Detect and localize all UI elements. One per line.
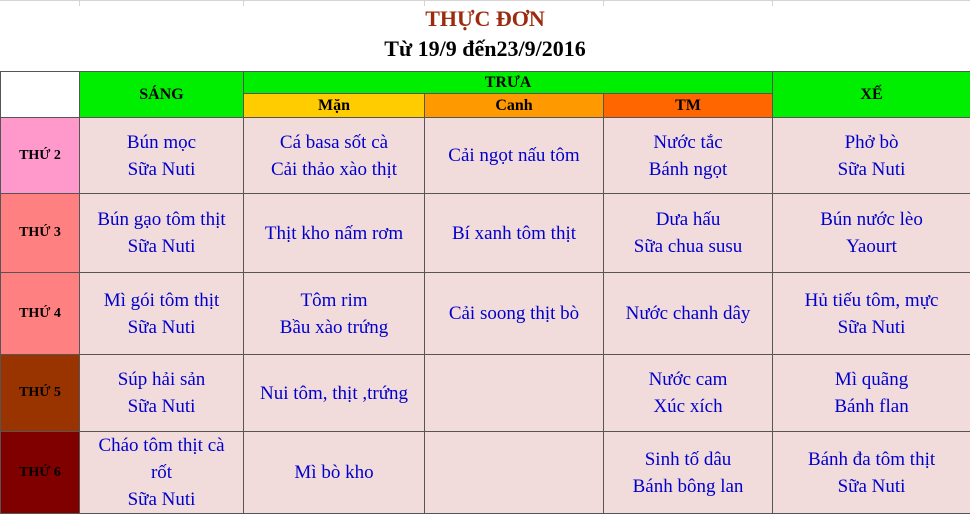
dish-text: Mì bò kho (244, 459, 424, 486)
top-gridline (0, 0, 970, 3)
menu-cell-canh[interactable] (425, 273, 604, 355)
menu-cell-sang[interactable] (80, 118, 244, 194)
dish-text: Bún gạo tôm thịt (80, 206, 243, 233)
dish-text: Tôm rim (244, 287, 424, 314)
dish-text: Mì quãng (773, 366, 970, 393)
menu-cell-canh[interactable] (425, 432, 604, 514)
menu-cell-tm[interactable] (604, 118, 773, 194)
dish-text: Bầu xào trứng (244, 314, 424, 341)
dish-text: Nui tôm, thịt ,trứng (244, 380, 424, 407)
menu-row (1, 118, 970, 194)
menu-cell-xe[interactable] (773, 118, 970, 194)
header-man[interactable]: Mặn (244, 94, 425, 118)
menu-cell-sang[interactable] (80, 273, 244, 355)
dish-text: Cá basa sốt cà (244, 129, 424, 156)
menu-cell-sang[interactable] (80, 355, 244, 432)
dish-text: Sữa Nuti (80, 156, 243, 183)
menu-cell-xe[interactable] (773, 432, 970, 514)
menu-cell-man[interactable] (244, 432, 425, 514)
menu-date-range: Từ 19/9 đến23/9/2016 (0, 36, 970, 62)
header-sang[interactable]: SÁNG (80, 72, 244, 118)
menu-cell-canh[interactable] (425, 194, 604, 273)
menu-cell-tm[interactable] (604, 194, 773, 273)
dish-text: Thịt kho nấm rơm (244, 220, 424, 247)
dish-text: Sữa Nuti (773, 473, 970, 500)
menu-cell-man[interactable] (244, 355, 425, 432)
dish-text: Dưa hấu (604, 206, 772, 233)
menu-cell-sang[interactable] (80, 432, 244, 514)
dish-text: Sữa Nuti (80, 314, 243, 341)
dish-text: Bánh ngọt (604, 156, 772, 183)
day-cell[interactable]: THỨ 3 (1, 194, 80, 273)
header-xe[interactable]: XẾ (773, 72, 970, 118)
dish-text: Súp hải sản (80, 366, 243, 393)
menu-cell-xe[interactable] (773, 194, 970, 273)
dish-text: Nước cam (604, 366, 772, 393)
dish-text: Nước chanh dây (604, 300, 772, 327)
dish-text: Bánh bông lan (604, 473, 772, 500)
dish-text: Sữa Nuti (80, 393, 243, 420)
dish-text: Bí xanh tôm thịt (425, 220, 603, 247)
header-corner-cell[interactable] (1, 72, 80, 118)
dish-text: Xúc xích (604, 393, 772, 420)
menu-table (0, 71, 970, 514)
dish-text: rốt (80, 459, 243, 486)
dish-text: Sữa chua susu (604, 233, 772, 260)
dish-text: Bún nước lèo (773, 206, 970, 233)
header-trua[interactable]: TRƯA (244, 72, 773, 94)
menu-cell-tm[interactable] (604, 273, 773, 355)
menu-cell-man[interactable] (244, 118, 425, 194)
dish-text: Bún mọc (80, 129, 243, 156)
menu-row (1, 432, 970, 514)
menu-title: THỰC ĐƠN (0, 6, 970, 32)
dish-text: Phở bò (773, 129, 970, 156)
menu-cell-canh[interactable] (425, 355, 604, 432)
dish-text: Hủ tiếu tôm, mực (773, 287, 970, 314)
dish-text: Sữa Nuti (773, 156, 970, 183)
dish-text: Cải thảo xào thịt (244, 156, 424, 183)
menu-cell-sang[interactable] (80, 194, 244, 273)
menu-row (1, 355, 970, 432)
day-cell[interactable]: THỨ 5 (1, 355, 80, 432)
dish-text: Yaourt (773, 233, 970, 260)
menu-cell-tm[interactable] (604, 355, 773, 432)
day-cell[interactable]: THỨ 4 (1, 273, 80, 355)
dish-text: Bánh đa tôm thịt (773, 446, 970, 473)
dish-text: Nước tắc (604, 129, 772, 156)
dish-text: Cháo tôm thịt cà (80, 432, 243, 459)
dish-text: Mì gói tôm thịt (80, 287, 243, 314)
menu-cell-canh[interactable] (425, 118, 604, 194)
header-tm[interactable]: TM (604, 94, 773, 118)
dish-text: Cải soong thịt bò (425, 300, 603, 327)
dish-text: Sữa Nuti (80, 486, 243, 513)
dish-text: Sữa Nuti (773, 314, 970, 341)
menu-cell-man[interactable] (244, 273, 425, 355)
menu-cell-tm[interactable] (604, 432, 773, 514)
header-canh[interactable]: Canh (425, 94, 604, 118)
dish-text: Sữa Nuti (80, 233, 243, 260)
menu-row (1, 273, 970, 355)
day-cell[interactable]: THỨ 6 (1, 432, 80, 514)
dish-text: Cải ngọt nấu tôm (425, 142, 603, 169)
menu-cell-man[interactable] (244, 194, 425, 273)
dish-text: Bánh flan (773, 393, 970, 420)
menu-cell-xe[interactable] (773, 355, 970, 432)
dish-text: Sinh tố dâu (604, 446, 772, 473)
day-cell[interactable]: THỨ 2 (1, 118, 80, 194)
menu-row (1, 194, 970, 273)
menu-body (1, 118, 970, 514)
menu-cell-xe[interactable] (773, 273, 970, 355)
